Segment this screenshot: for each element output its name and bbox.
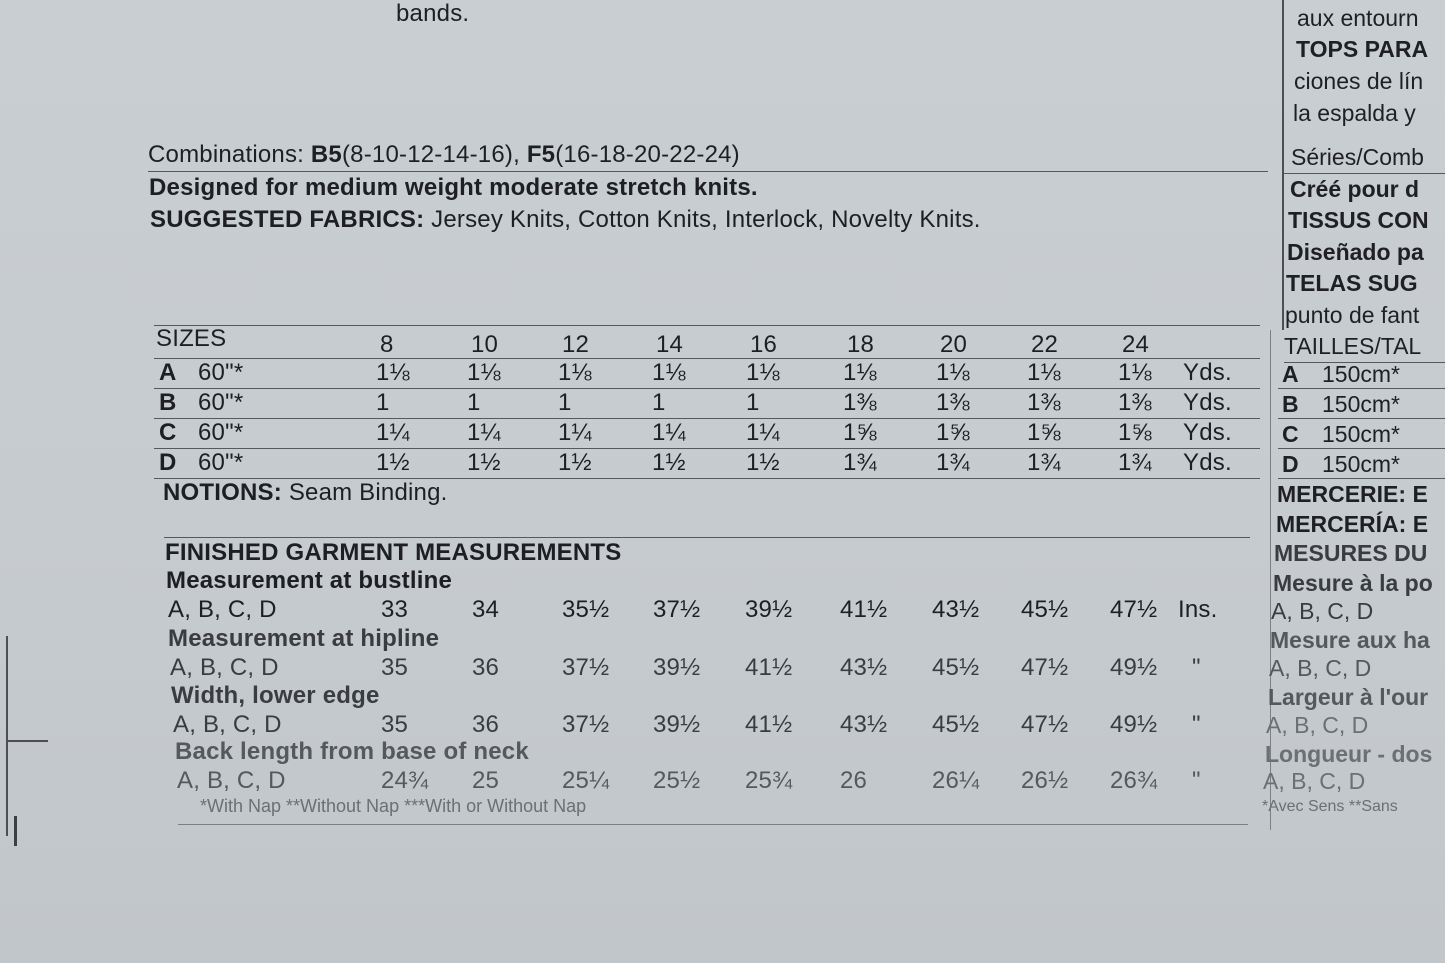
measurement-value: 49½ [1110,711,1158,738]
measurement-value: 47½ [1110,596,1158,623]
size-header: 22 [1031,331,1059,358]
combination-f5: F5 [526,141,556,168]
measurement-value: 25¾ [745,767,793,794]
measurement-unit: Ins. [1178,596,1218,623]
right-column-lower-line: A, B, C, D [1266,712,1369,738]
size-header: 8 [380,331,394,358]
finished-bottom-rule [178,824,1248,825]
measurement-value: 35 [381,711,409,738]
yardage-cell: 1¼ [467,419,501,446]
right-column-line: aux entourn [1297,5,1419,31]
measurement-value: 39½ [653,654,701,681]
view-letter: C [159,419,177,446]
combination-f5-sizes: (16-18-20-22-24) [555,141,740,168]
measurement-value: 41½ [840,596,888,623]
size-header: 12 [562,331,590,358]
right-column-lower-line: MESURES DU [1274,540,1428,566]
right-column-lower-line: *Avec Sens **Sans [1262,798,1398,815]
yardage-cell: 1¾ [936,449,970,476]
right-column-lower-line: Largeur à l'our [1268,684,1429,710]
right-column-line: TELAS SUG [1286,270,1418,296]
right-column-lower-line: Longueur - dos [1265,741,1433,767]
yardage-cell: 1⅝ [1027,419,1061,446]
size-header: 10 [471,331,499,358]
measurement-value: 34 [472,596,500,623]
fabric-width: 60"* [198,359,244,386]
view-letter: B [159,389,177,416]
measurement-value: 37½ [653,596,701,623]
measurement-value: 24¾ [381,767,429,794]
suggested-fabrics-label: SUGGESTED FABRICS: [150,206,425,233]
measurement-views: A, B, C, D [177,767,286,794]
yardage-cell: 1¼ [746,419,780,446]
yardage-cell: 1 [467,389,481,416]
right-column-line: ciones de lín [1294,68,1424,94]
right-column-line: la espalda y [1293,100,1416,126]
right-fabric-width: 150cm* [1322,421,1400,447]
yardage-cell: 1⅜ [936,389,970,416]
measurement-value: 33 [381,596,409,623]
right-column-line: Séries/Comb [1291,144,1424,170]
left-edge-line [6,636,8,836]
yardage-cell: 1⅜ [1027,389,1061,416]
yardage-cell: 1½ [746,449,780,476]
measurement-value: 25 [472,767,500,794]
yardage-cell: 1⅛ [467,359,501,386]
measurement-value: 49½ [1110,654,1158,681]
combinations-line [148,141,740,169]
fabric-width: 60"* [198,389,244,416]
size-header: 24 [1122,331,1150,358]
right-row-rule [1278,448,1445,449]
yardage-cell: 1¼ [652,419,686,446]
yardage-cell: 1⅜ [1118,389,1152,416]
measurement-value: 47½ [1021,654,1069,681]
yardage-cell: 1¾ [1027,449,1061,476]
yardage-cell: 1¼ [558,419,592,446]
measurement-value: 43½ [932,596,980,623]
yardage-unit: Yds. [1183,419,1232,446]
measurement-value: 37½ [562,711,610,738]
right-row-rule [1278,388,1445,389]
yardage-cell: 1 [652,389,666,416]
right-column-line: TISSUS CON [1288,207,1429,233]
yardage-cell: 1¾ [1118,449,1152,476]
measurement-value: 36 [472,654,500,681]
top-text: bands. [396,0,470,27]
measurement-unit: " [1192,767,1201,794]
measurement-value: 36 [472,711,500,738]
view-letter: A [159,359,177,386]
yardage-cell: 1⅛ [558,359,592,386]
view-letter: D [159,449,177,476]
footnote: *With Nap **Without Nap ***With or Without Nap [200,796,587,816]
right-column-rule [1284,173,1445,174]
measurement-heading: Width, lower edge [171,682,380,709]
size-header: 16 [750,331,778,358]
yardage-unit: Yds. [1183,449,1232,476]
right-column-lower-line: A, B, C, D [1271,598,1374,624]
yardage-cell: 1¾ [843,449,877,476]
right-column-line: punto de fant [1285,302,1420,328]
measurement-value: 43½ [840,654,888,681]
notions-rule [164,537,1250,538]
yardage-unit: Yds. [1183,389,1232,416]
yardage-cell: 1⅛ [1118,359,1152,386]
designed-for-text: Designed for medium weight moderate stretch knits. [149,174,758,201]
yardage-cell: 1½ [652,449,686,476]
right-column-lower-line: MERCERIE: E [1277,481,1428,507]
yardage-cell: 1⅛ [843,359,877,386]
yardage-cell: 1⅛ [746,359,780,386]
suggested-fabrics-line [150,206,981,234]
yardage-top-rule [154,325,1260,326]
right-view-letter: D [1282,451,1299,477]
right-column-lower-line: Mesure à la po [1273,570,1433,596]
measurement-value: 41½ [745,654,793,681]
measurement-value: 26¾ [1110,767,1158,794]
size-header: 14 [656,331,684,358]
measurement-value: 37½ [562,654,610,681]
yardage-row-rule [154,448,1260,449]
left-fold-mark [0,816,17,846]
right-view-letter: C [1282,421,1299,447]
yardage-unit: Yds. [1183,359,1232,386]
measurement-heading: Back length from base of neck [175,738,529,765]
combinations-label: Combinations: [148,141,305,168]
yardage-row-rule [154,388,1260,389]
measurement-value: 26¼ [932,767,980,794]
measurement-value: 26½ [1021,767,1069,794]
suggested-fabrics-value: Jersey Knits, Cotton Knits, Interlock, Novelty Knits. [431,206,981,233]
right-column-line: TAILLES/TAL [1284,333,1422,359]
measurement-value: 39½ [745,596,793,623]
right-fabric-width: 150cm* [1322,391,1400,417]
measurement-value: 35½ [562,596,610,623]
sizes-header-label: SIZES [156,325,227,352]
right-column-line: TOPS PARA [1296,36,1429,62]
right-column-lower-line: MERCERÍA: E [1276,511,1429,537]
yardage-cell: 1⅝ [843,419,877,446]
measurement-value: 43½ [840,711,888,738]
right-row-rule [1278,418,1445,419]
yardage-cell: 1 [376,389,390,416]
measurement-heading: Measurement at hipline [168,625,440,652]
left-tick-mark [6,740,48,742]
right-fabric-width: 150cm* [1322,451,1400,477]
yardage-row-rule [154,418,1260,419]
measurement-heading: Measurement at bustline [166,567,453,594]
measurement-value: 39½ [653,711,701,738]
measurement-value: 41½ [745,711,793,738]
finished-title: FINISHED GARMENT MEASUREMENTS [165,539,622,566]
measurement-value: 45½ [1021,596,1069,623]
measurement-views: A, B, C, D [170,654,279,681]
right-column-line: Créé pour d [1290,176,1420,202]
yardage-cell: 1 [746,389,760,416]
yardage-cell: 1⅛ [652,359,686,386]
yardage-header-rule [154,358,1260,359]
right-view-letter: A [1282,361,1299,387]
yardage-cell: 1⅝ [936,419,970,446]
measurement-value: 45½ [932,711,980,738]
fabric-width: 60"* [198,419,244,446]
measurement-unit: " [1192,654,1201,681]
column-divider [1282,0,1284,330]
size-header: 18 [847,331,875,358]
yardage-cell: 1⅛ [376,359,410,386]
right-column-lower-line: A, B, C, D [1263,768,1366,794]
combination-b5: B5 [310,141,342,168]
measurement-value: 25¼ [562,767,610,794]
combination-b5-sizes: (8-10-12-14-16), [341,141,520,168]
right-column-lower-line: A, B, C, D [1269,655,1372,681]
yardage-cell: 1⅝ [1118,419,1152,446]
right-column-line: Diseñado pa [1287,239,1424,265]
yardage-cell: 1½ [467,449,501,476]
yardage-cell: 1⅛ [1027,359,1061,386]
measurement-unit: " [1192,711,1201,738]
measurement-value: 26 [840,767,868,794]
yardage-cell: 1⅜ [843,389,877,416]
measurement-value: 47½ [1021,711,1069,738]
yardage-cell: 1½ [376,449,410,476]
combinations-rule [148,171,1268,172]
notions-label: NOTIONS: [163,479,282,506]
measurement-views: A, B, C, D [173,711,282,738]
notions-value: Seam Binding. [288,479,448,506]
measurement-value: 45½ [932,654,980,681]
right-view-letter: B [1282,391,1299,417]
yardage-cell: 1½ [558,449,592,476]
right-column-lower-line: Mesure aux ha [1270,627,1430,653]
right-fabric-width: 150cm* [1322,361,1400,387]
measurement-views: A, B, C, D [168,596,277,623]
yardage-cell: 1¼ [376,419,410,446]
yardage-cell: 1⅛ [936,359,970,386]
right-row-rule [1278,478,1445,479]
measurement-value: 25½ [653,767,701,794]
size-header: 20 [940,331,968,358]
fabric-width: 60"* [198,449,244,476]
notions-line [163,479,448,507]
yardage-cell: 1 [558,389,572,416]
measurement-value: 35 [381,654,409,681]
